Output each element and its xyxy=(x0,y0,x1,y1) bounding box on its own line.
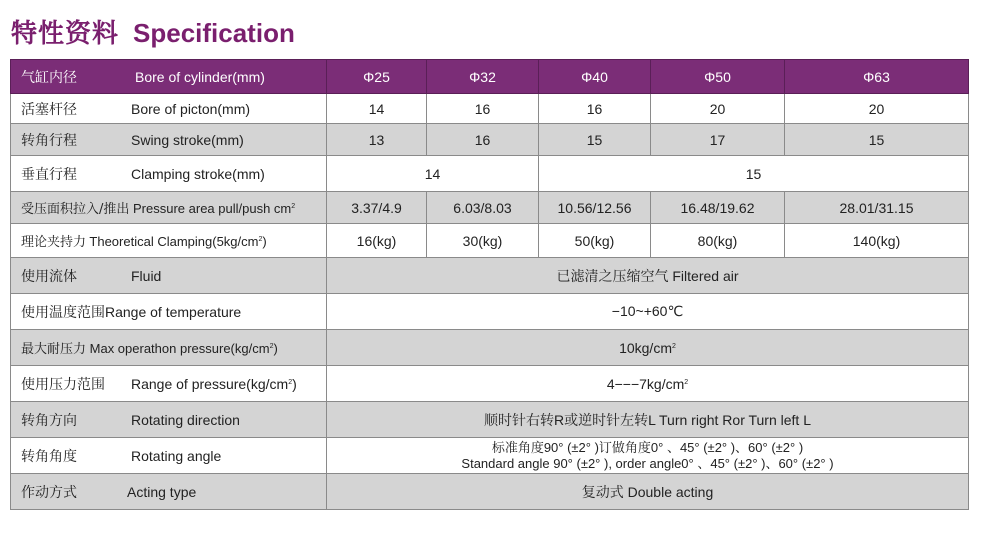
table-cell: 16 xyxy=(427,124,539,156)
table-cell-merged xyxy=(327,438,969,474)
table-cell-merged: −10~+60℃ xyxy=(327,294,969,330)
row-label-pressure-range xyxy=(11,366,327,402)
row-label-en: Fluid xyxy=(131,267,162,284)
row-label-temperature xyxy=(11,294,327,330)
table-cell-merged: 15 xyxy=(539,156,969,192)
header-col-phi50: Φ50 xyxy=(651,60,785,94)
table-row xyxy=(11,124,969,156)
row-label-cn: 转角方向 xyxy=(21,412,77,429)
table-row xyxy=(11,330,969,366)
table-row xyxy=(11,258,969,294)
header-label-cell xyxy=(11,60,327,94)
row-label-en: Rotating direction xyxy=(131,411,240,428)
row-label-en-suffix: ) xyxy=(273,341,278,356)
table-cell: 20 xyxy=(785,94,969,124)
row-label-clamping xyxy=(11,156,327,192)
row-label-direction xyxy=(11,402,327,438)
table-cell: 30(kg) xyxy=(427,224,539,258)
row-label-cn: 作动方式 xyxy=(21,484,77,501)
table-cell-merged xyxy=(327,330,969,366)
table-cell: 16.48/19.62 xyxy=(651,192,785,224)
row-label-cn: 垂直行程 xyxy=(21,166,77,183)
table-cell: 16 xyxy=(427,94,539,124)
table-row xyxy=(11,474,969,510)
row-label-cn: 使用温度范围 xyxy=(21,304,105,321)
header-col-phi40: Φ40 xyxy=(539,60,651,94)
cell-value: 4−−−7kg/cm xyxy=(606,375,685,392)
table-cell: 140(kg) xyxy=(785,224,969,258)
table-cell: 14 xyxy=(327,94,427,124)
table-cell: 13 xyxy=(327,124,427,156)
table-cell: 20 xyxy=(651,94,785,124)
page-title-cn: 特性资料 xyxy=(11,19,120,49)
row-label-max-pressure xyxy=(11,330,327,366)
table-row xyxy=(11,402,969,438)
row-label-force xyxy=(11,224,327,258)
row-label-cn: 转角行程 xyxy=(21,132,77,149)
row-label-area xyxy=(11,192,327,224)
page-title xyxy=(11,16,295,50)
row-label-en-suffix: ) xyxy=(292,375,297,392)
row-label-acting xyxy=(11,474,327,510)
row-label-en: Pressure area pull/push cm xyxy=(133,201,292,216)
table-cell: 16 xyxy=(539,94,651,124)
table-header-row xyxy=(11,60,969,94)
table-cell-merged: 复动式 Double acting xyxy=(327,474,969,510)
row-label-en: Clamping stroke(mm) xyxy=(131,165,265,182)
table-cell: 10.56/12.56 xyxy=(539,192,651,224)
table-cell-merged: 已滤清之压缩空气 Filtered air xyxy=(327,258,969,294)
row-label-cn: 使用流体 xyxy=(21,268,77,285)
table-cell: 16(kg) xyxy=(327,224,427,258)
superscript: 2 xyxy=(684,378,689,386)
table-cell: 17 xyxy=(651,124,785,156)
row-label-en: Swing stroke(mm) xyxy=(131,131,244,148)
table-cell: 28.01/31.15 xyxy=(785,192,969,224)
row-label-swing xyxy=(11,124,327,156)
table-row xyxy=(11,438,969,474)
row-label-en: Max operathon pressure(kg/cm xyxy=(89,341,270,356)
row-label-en: Theoretical Clamping(5kg/cm xyxy=(89,234,259,249)
table-cell: 80(kg) xyxy=(651,224,785,258)
table-row xyxy=(11,94,969,124)
table-cell-merged xyxy=(327,366,969,402)
row-label-en-suffix: ) xyxy=(262,234,267,249)
superscript: 2 xyxy=(672,342,676,350)
row-label-en: Acting type xyxy=(127,483,197,500)
table-row xyxy=(11,366,969,402)
header-col-phi32: Φ32 xyxy=(427,60,539,94)
superscript: 2 xyxy=(258,236,263,243)
table-cell: 6.03/8.03 xyxy=(427,192,539,224)
table-row xyxy=(11,156,969,192)
row-label-rod xyxy=(11,94,327,124)
cell-value: 10kg/cm xyxy=(619,339,672,356)
row-label-en: Range of temperature xyxy=(105,303,242,320)
row-label-cn: 活塞杆径 xyxy=(21,101,77,118)
row-label-en: Range of pressure(kg/cm xyxy=(131,375,289,392)
table-row xyxy=(11,192,969,224)
table-cell: 50(kg) xyxy=(539,224,651,258)
row-label-fluid xyxy=(11,258,327,294)
superscript: 2 xyxy=(269,343,274,350)
row-label-cn: 最大耐压力 xyxy=(21,342,87,357)
table-cell: 3.37/4.9 xyxy=(327,192,427,224)
cell-value-line1: 标准角度90° (±2° )订做角度0° 、45° (±2° )、60° (±2° ) xyxy=(491,439,804,455)
specification-table xyxy=(10,59,969,510)
header-col-phi25: Φ25 xyxy=(327,60,427,94)
header-label-cn: 气缸内径 xyxy=(21,69,77,86)
row-label-cn: 理论夹持力 xyxy=(21,235,87,250)
row-label-angle xyxy=(11,438,327,474)
row-label-en: Bore of picton(mm) xyxy=(131,100,251,117)
superscript: 2 xyxy=(288,378,293,386)
row-label-cn: 转角角度 xyxy=(21,448,77,465)
row-label-cn: 使用压力范围 xyxy=(21,376,105,393)
superscript: 2 xyxy=(291,203,296,210)
page-title-en: Specification xyxy=(133,18,295,48)
header-label-en: Bore of cylinder(mm) xyxy=(135,68,265,85)
cell-value-line2: Standard angle 90° (±2° ), order angle0° 、45° (±2° )、60° (±2° ) xyxy=(461,455,834,471)
table-cell-merged: 顺时针右转R或逆时针左转L Turn right Ror Turn left L xyxy=(327,402,969,438)
row-label-cn: 受压面积拉入/推出 xyxy=(21,202,130,217)
table-cell: 15 xyxy=(785,124,969,156)
table-row xyxy=(11,224,969,258)
header-col-phi63: Φ63 xyxy=(785,60,969,94)
table-row xyxy=(11,294,969,330)
table-cell: 15 xyxy=(539,124,651,156)
row-label-en: Rotating angle xyxy=(131,447,222,464)
table-cell-merged: 14 xyxy=(327,156,539,192)
